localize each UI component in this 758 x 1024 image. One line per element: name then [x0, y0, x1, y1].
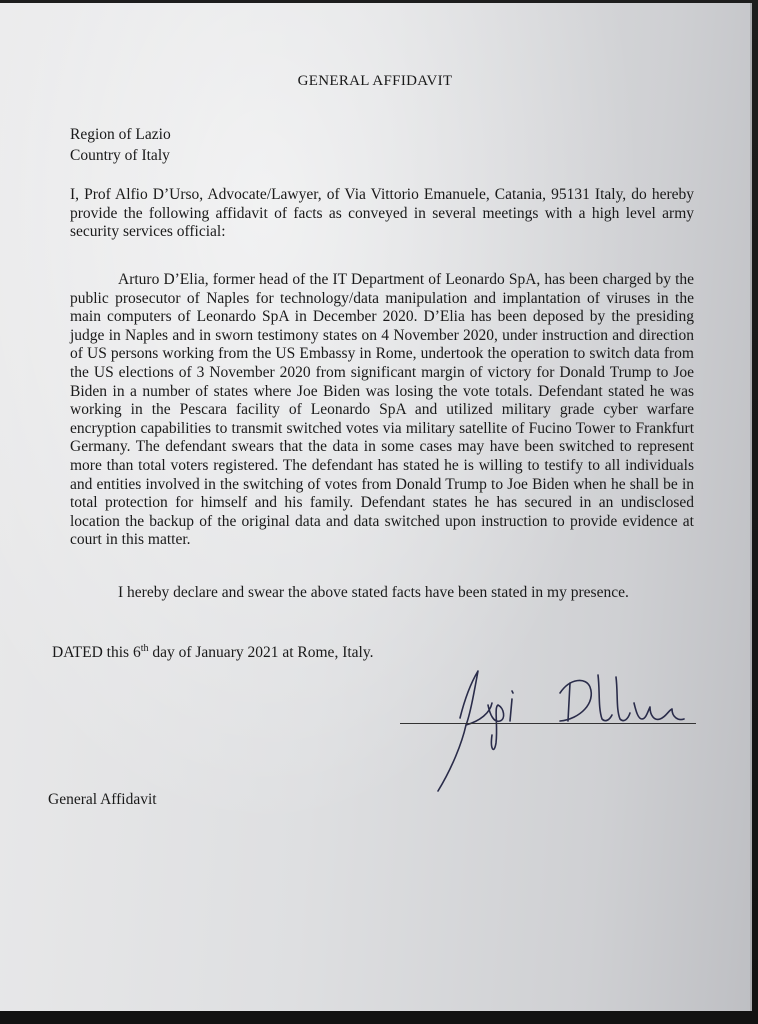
body-paragraph: Arturo D’Elia, former head of the IT Department of Leonardo SpA, has been charged by the public prosecutor of Naples for technology/data manipulation and implantation of viruses in the main computers of Leonardo SpA in December 2020. D’Elia has been deposed by the presiding judge in Naples and in sworn testimony states on 4 November 2020, under instruction and direction of US persons working from the US Embassy in Rome, undertook the operation to switch data from the US elections of 3 November 2020 from significant margin of victory for Donald Trump to Joe Biden in a number of states where Joe Biden was losing the vote totals. Defendant stated he was working in the Pescara facility of Leonardo SpA and utilized military grade cyber warfare encryption capabilities to transmit switched votes via military satellite of Fucino Tower to Frankfurt Germany. The defendant swears that the data in some cases may have been switched to represent more than total voters registered. The defendant has stated he is willing to testify to all individuals and entities involved in the switching of votes from Donald Trump to Joe Biden when he shall be in total protection for himself and his family. Defendant states he has secured in an undisclosed location the backup of the original data and data switched upon instruction to provide evidence at court in this matter. — [70, 271, 694, 549]
declaration-paragraph: I hereby declare and swear the above stated facts have been stated in my presence. — [118, 584, 629, 601]
country-line: Country of Italy — [70, 147, 170, 164]
dated-prefix: DATED this 6 — [52, 644, 141, 662]
paper-sheet — [0, 3, 752, 1011]
dated-suffix: day of January 2021 at Rome, Italy. — [148, 644, 374, 662]
footer-label: General Affidavit — [48, 791, 157, 808]
intro-paragraph: I, Prof Alfio D’Urso, Advocate/Lawyer, of Via Vittorio Emanuele, Catania, 95131 Italy, do hereby provide the following affidavit of facts as conveyed in several meetings with a high level army security services official: — [70, 186, 694, 241]
handwritten-signature — [420, 663, 710, 803]
dated-ordinal: th — [140, 643, 149, 654]
region-line: Region of Lazio — [70, 126, 171, 143]
dated-line — [52, 643, 373, 662]
signature-line — [400, 723, 696, 724]
affidavit-document — [0, 3, 750, 1011]
document-title: GENERAL AFFIDAVIT — [297, 73, 453, 89]
